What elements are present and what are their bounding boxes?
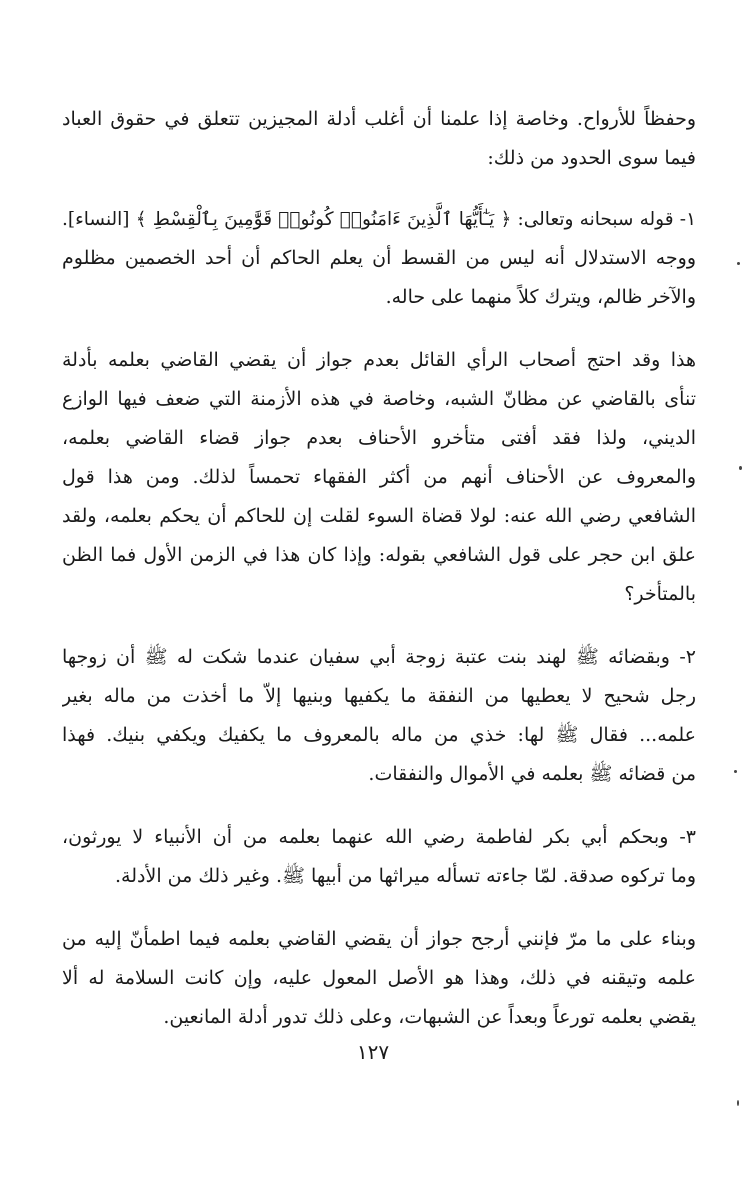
text-line: علمه... فقال ﷺ لها: خذي من ماله بالمعروف ما يكفيك ويكفي بنيك. فهذا — [62, 724, 696, 746]
paragraph-intro — [62, 100, 696, 178]
text-line: وبناء على ما مرّ فإنني أرجح جواز أن يقضي القاضي بعلمه فيما اطمأنّ إليه من — [62, 928, 696, 950]
text-line: تنأى بالقاضي عن مظانّ الشبه، وخاصة في هذه الأزمنة التي ضعف فيها الوازع — [62, 388, 696, 410]
text-line: والآخر ظالم، ويترك كلاً منهما على حاله. — [385, 286, 696, 308]
text-line: وحفظاً للأرواح. وخاصة إذا علمنا أن أغلب أدلة المجيزين تتعلق في حقوق العباد — [62, 108, 696, 130]
text-line: الديني، ولذا فقد أفتى متأخرو الأحناف بعدم جواز قضاء القاضي بعلمه، — [62, 427, 696, 449]
text-line: ٣- وبحكم أبي بكر لفاطمة رضي الله عنهما بعلمه من أن الأنبياء لا يورثون، — [62, 826, 696, 848]
scan-speck — [734, 770, 737, 773]
text-line-quran-verse: ١- قوله سبحانه وتعالى: ﴿ يَـٰٓأَيُّهَا ٱلَّذِينَ ءَامَنُوا۟ كُونُوا۟ قَوَّٰمِينَ بِٱلْقِسْطِ ﴾ [النساء]. — [62, 209, 696, 230]
paragraph-evidence-3 — [62, 818, 696, 896]
text-line: والمعروف عن الأحناف أنهم من أكثر الفقهاء تحمساً لذلك. ومن هذا قول — [62, 466, 696, 488]
page-body — [62, 100, 696, 1037]
paragraph-conclusion — [62, 920, 696, 1037]
paragraph-opponents-argument — [62, 341, 696, 614]
text-line: من قضائه ﷺ بعلمه في الأموال والنفقات. — [368, 763, 696, 785]
text-line: علق ابن حجر على قول الشافعي بقوله: وإذا كان هذا في الزمن الأول فما الظن — [62, 544, 696, 566]
text-line: ٢- وبقضائه ﷺ لهند بنت عتبة زوجة أبي سفيان عندما شكت له ﷺ أن زوجها — [62, 646, 696, 668]
text-line: وما تركوه صدقة. لمّا جاءته تسأله ميراثها من أبيها ﷺ. وغير ذلك من الأدلة. — [115, 865, 696, 887]
paragraph-evidence-1 — [62, 200, 696, 317]
text-line: فيما سوى الحدود من ذلك: — [487, 147, 696, 169]
text-line: رجل شحيح لا يعطيها من النفقة ما يكفيها وبنيها إلاّ ما أخذت من ماله بغير — [62, 685, 696, 707]
scan-speck — [737, 262, 740, 265]
paragraph-evidence-2 — [62, 638, 696, 794]
text-line: علمه وتيقنه في ذلك، وهذا هو الأصل المعول عليه، وإن كانت السلامة له ألا — [62, 967, 696, 989]
text-line: هذا وقد احتج أصحاب الرأي القائل بعدم جواز أن يقضي القاضي بعلمه بأدلة — [62, 349, 696, 371]
scan-speck — [737, 1100, 739, 1106]
text-line: بالمتأخر؟ — [624, 583, 696, 605]
text-line: الشافعي رضي الله عنه: لولا قضاة السوء لقلت إن للحاكم أن يحكم بعلمه، ولقد — [62, 505, 696, 527]
text-line: يقضي بعلمه تورعاً وبعداً عن الشبهات، وعلى ذلك تدور أدلة المانعين. — [163, 1006, 696, 1028]
page-number: ١٢٧ — [356, 1040, 390, 1064]
scan-speck — [739, 466, 742, 470]
text-line: ووجه الاستدلال أنه ليس من القسط أن يعلم الحاكم أن أحد الخصمين مظلوم — [62, 247, 696, 269]
